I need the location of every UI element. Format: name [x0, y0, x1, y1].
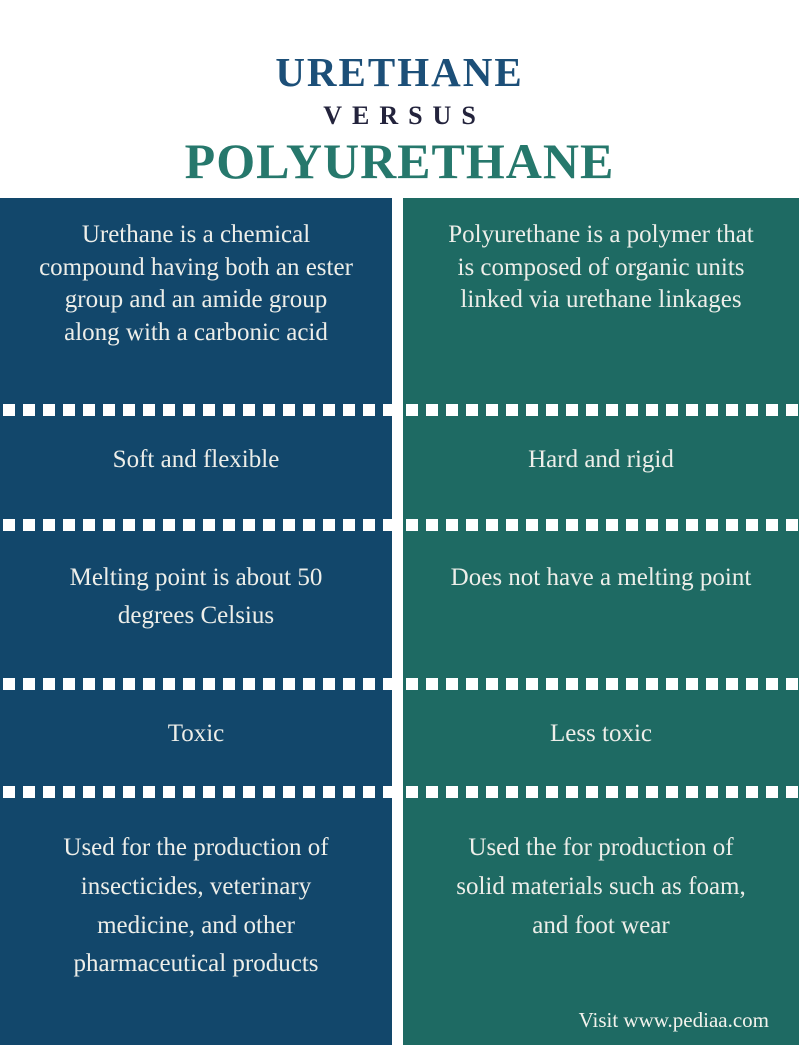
cell-text: Urethane is a chemical compound having both an ester group and an amide group along with a carbonic acid [39, 221, 353, 346]
dashed-separator [403, 519, 799, 531]
urethane-uses-cell [0, 799, 392, 1045]
website-credit: Visit www.pediaa.com [578, 1008, 769, 1032]
cell-text: Less toxic [549, 720, 653, 747]
dashed-separator [0, 678, 392, 690]
urethane-flexibility-cell [0, 417, 392, 532]
cell-text: Does not have a melting point [450, 564, 752, 591]
dashed-separator [403, 678, 799, 690]
comparison-table [0, 198, 799, 1045]
urethane-melting-point-cell [0, 532, 392, 691]
dashed-separator [0, 404, 392, 416]
cell-text: Soft and flexible [112, 446, 280, 473]
title-versus: VERSUS [323, 101, 486, 130]
polyurethane-melting-point-cell [403, 532, 799, 691]
dashed-separator [403, 404, 799, 416]
polyurethane-column [403, 198, 799, 1045]
header [0, 0, 799, 198]
title-urethane: URETHANE [275, 49, 524, 95]
title-polyurethane: POLYURETHANE [184, 133, 615, 189]
polyurethane-flexibility-cell [403, 417, 799, 532]
dashed-separator [0, 786, 392, 798]
cell-text: Toxic [167, 720, 225, 747]
dashed-separator [403, 786, 799, 798]
polyurethane-definition-cell [403, 198, 799, 417]
polyurethane-toxicity-cell [403, 691, 799, 799]
urethane-column [0, 198, 392, 1045]
urethane-definition-cell [0, 198, 392, 417]
cell-text: Hard and rigid [528, 446, 674, 473]
cell-text: Polyurethane is a polymer that is composed of organic units linked via urethane linkages [448, 221, 754, 313]
urethane-toxicity-cell [0, 691, 392, 799]
cell-text: Used the for production of solid materials such as foam, and foot wear [456, 834, 746, 939]
dashed-separator [0, 519, 392, 531]
cell-text: Melting point is about 50 degrees Celsius [69, 564, 323, 629]
cell-text: Used for the production of insecticides, veterinary medicine, and other pharmaceutical products [63, 834, 329, 978]
